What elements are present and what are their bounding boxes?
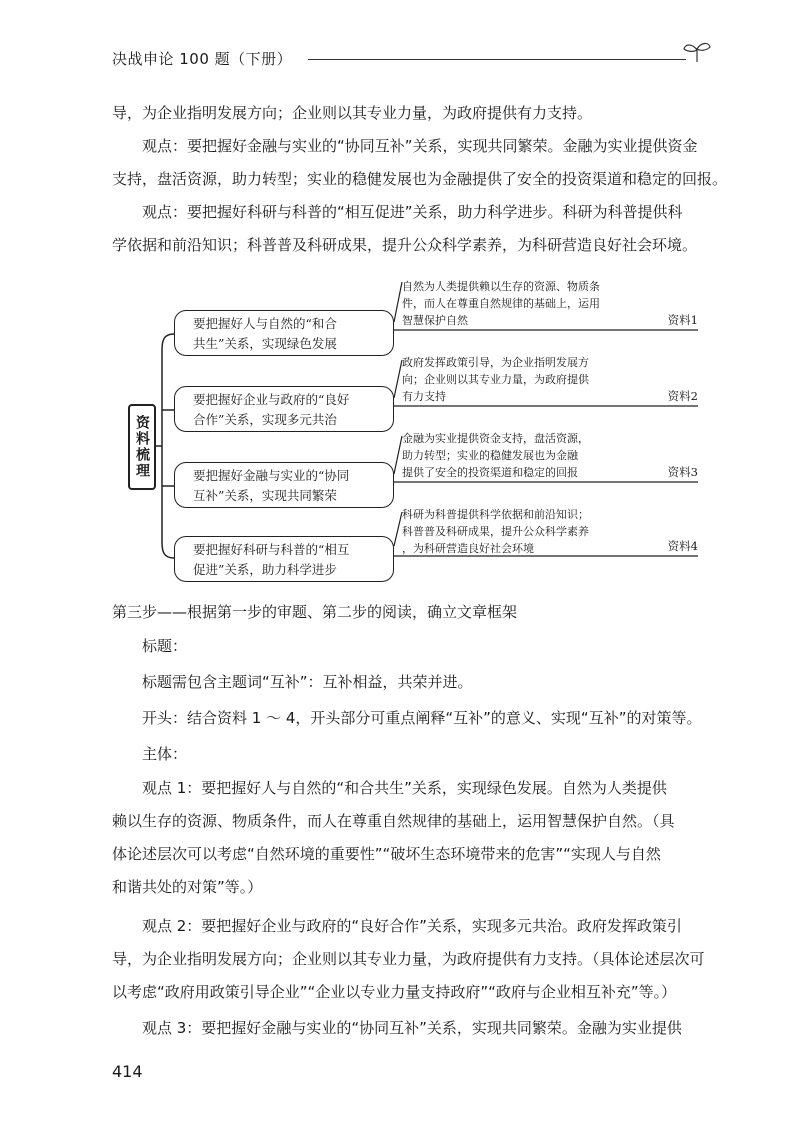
branch-node: 要把握好金融与实业的“协同 互补”关系，实现共同繁荣 [174, 462, 394, 508]
branch-note: 自然为人类提供赖以生存的资源、物质条 件，而人在尊重自然规律的基础上，运用 智慧保护自然 [402, 280, 600, 327]
paragraph: 观点：要把握好科研与科普的“相互促进”关系，助力科学进步。科研为科普提供科 学依据和前沿知识；科普普及科研成果，提升公众科学素养，为科研营造良好社会环境。 [112, 203, 698, 254]
paragraph: 导，为企业指明发展方向；企业则以其专业力量，为政府提供有力支持。 [112, 104, 593, 122]
running-header [112, 44, 712, 74]
paragraph: 主体： [112, 745, 188, 763]
paragraph: 观点：要把握好金融与实业的“协同互补”关系，实现共同繁荣。金融为实业提供资金 支持，盘活资源，助力转型；实业的稳健发展也为金融提供了安全的投资渠道和稳定的回报。 [112, 137, 728, 188]
root-node: 资料梳理 [128, 404, 156, 490]
branch-node: 要把握好人与自然的“和合 共生”关系，实现绿色发展 [174, 310, 394, 356]
material-tree-diagram [110, 276, 710, 602]
page-number: 414 [112, 1062, 143, 1081]
branch-note: 金融为实业提供资金支持，盘活资源， 助力转型；实业的稳健发展也为金融 提供了安全的投资渠道和稳定的回报 [402, 432, 589, 479]
paragraph: 观点 2：要把握好企业与政府的“良好合作”关系，实现多元共治。政府发挥政策引 导，为企业指明发展方向；企业则以其专业力量，为政府提供有力支持。（具体论述层次可 以考虑“政府用政策引导企业”“企业以专业力量支持政府”“政府与企业相互补充”等。） [112, 917, 705, 1001]
branch-node: 要把握好科研与科普的“相互 促进”关系，助力科学进步 [174, 536, 394, 582]
header-rule [308, 59, 686, 60]
source-label: 资料1 [667, 313, 698, 327]
paragraph: 标题需包含主题词“互补”：互补相益，共荣并进。 [112, 673, 473, 691]
book-title: 决战申论 100 题（下册） [112, 50, 293, 68]
paragraph: 观点 1：要把握好人与自然的“和合共生”关系，实现绿色发展。自然为人类提供 赖以生存的资源、物质条件，而人在尊重自然规律的基础上，运用智慧保护自然。（具 体论述层次可以考虑“自然环境的重要性”“破坏生态环境带来的危害”“实现人与自然 和谐共处的对策”等。） [112, 779, 675, 896]
paragraph: 观点 3：要把握好金融与实业的“协同互补”关系，实现共同繁荣。金融为实业提供 [112, 1019, 682, 1037]
branch-note: 政府发挥政策引导，为企业指明发展方 向；企业则以其专业力量，为政府提供 有力支持 [402, 356, 589, 403]
sprout-icon [682, 40, 712, 64]
paragraph: 标题： [112, 637, 188, 655]
branch-note: 科研为科普提供科学依据和前沿知识； 科普普及科研成果，提升公众科学素养 ，为科研营造良好社会环境 [402, 508, 589, 555]
source-label: 资料3 [667, 465, 698, 479]
source-label: 资料2 [667, 389, 698, 403]
section-heading: 第三步——根据第一步的审题、第二步的阅读，确立文章框架 [112, 603, 518, 621]
paragraph: 开头：结合资料 1 ～ 4，开头部分可重点阐释“互补”的意义、实现“互补”的对策等。 [112, 709, 702, 727]
source-label: 资料4 [667, 539, 698, 553]
branch-node: 要把握好企业与政府的“良好 合作”关系，实现多元共治 [174, 386, 394, 432]
